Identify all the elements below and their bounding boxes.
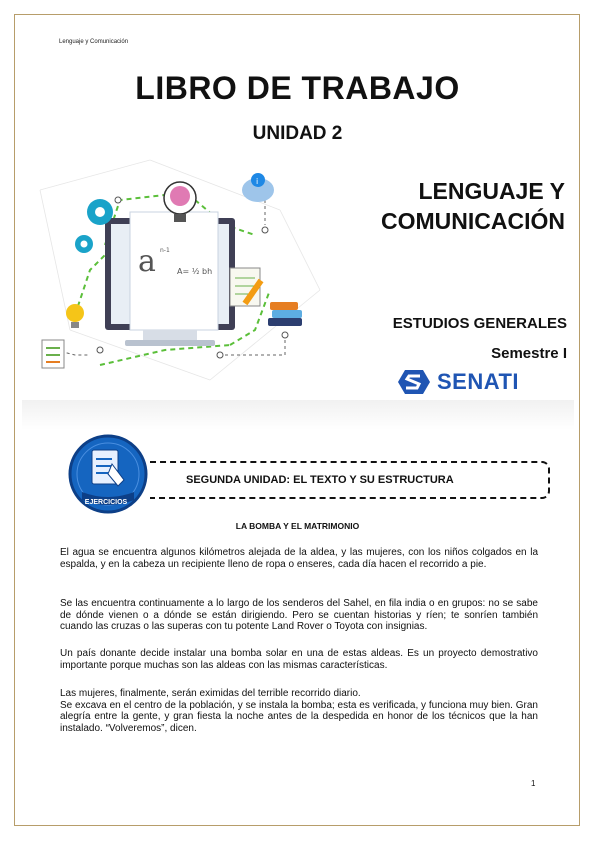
reading-paragraph-3: Un país donante decide instalar una bomba solar en una de estas aldeas. Es un proyecto demostrativo importante porque muchas son las aldeas con las mismas características. [60,648,538,671]
education-illustration [30,150,330,395]
checklist-icon [42,340,64,368]
board-formula-exp: n-1 [160,247,170,254]
svg-text:i: i [256,177,259,186]
reading-title: LA BOMBA Y EL MATRIMONIO [235,521,360,531]
senati-emblem-icon [397,368,431,396]
general-studies-label: ESTUDIOS GENERALES [392,315,567,332]
reading-paragraph-4-body: Se excava en el centro de la población, y se instala la bomba; esta es verificada, y funciona muy bien. Gran alegría entre la gente, y gran fiesta la noche antes de la despedida en honor de los técnicos que la han instalado. “Volveremos”, dicen. [60,699,538,734]
section-divider [22,400,574,430]
cloud-download-icon [242,173,274,202]
reading-paragraph-4 [60,688,538,734]
badge-label: EJERCICIOS [84,499,128,506]
subject-title [381,176,565,236]
board-formula-left: a [138,244,156,279]
book-title: LIBRO DE TRABAJO [135,70,460,106]
header-subject-label: Lenguaje y Comunicación [59,39,129,45]
section-heading: SEGUNDA UNIDAD: EL TEXTO Y SU ESTRUCTURA [186,474,454,486]
senati-logo [397,368,519,396]
notepad-pencil-icon [230,268,263,306]
reading-paragraph-1: El agua se encuentra algunos kilómetros alejada de la aldea, y las mujeres, con los niños colgados en la espalda, y en la cabeza un recipiente lleno de ropa o enseres, cada día hacen el recorrido a pie. [60,547,538,570]
senati-brand-name: SENATI [437,369,520,394]
monitor-icon [105,212,235,346]
subject-title-line1: LENGUAJE Y [418,178,565,204]
semester-label: Semestre I [491,345,567,362]
board-formula-right: A= ½ bh [177,267,213,276]
page-number: 1 [531,779,536,788]
subject-title-line2: COMUNICACIÓN [381,208,565,234]
reading-paragraph-2: Se las encuentra continuamente a lo largo de los senderos del Sahel, en fila india o en grupos: no se sabe de dónde vienen o a dónde se están dirigiendo. Pero se cuentan historias y ríen; te sonríen también cuando las cruzas o las superas con tu potente Land Rover o Toyota con insignias. [60,598,538,632]
books-icon [268,302,302,326]
unit-title: UNIDAD 2 [252,123,343,144]
reading-paragraph-4-line1: Las mujeres, finalmente, serán eximidas del terrible recorrido diario. [60,688,361,699]
